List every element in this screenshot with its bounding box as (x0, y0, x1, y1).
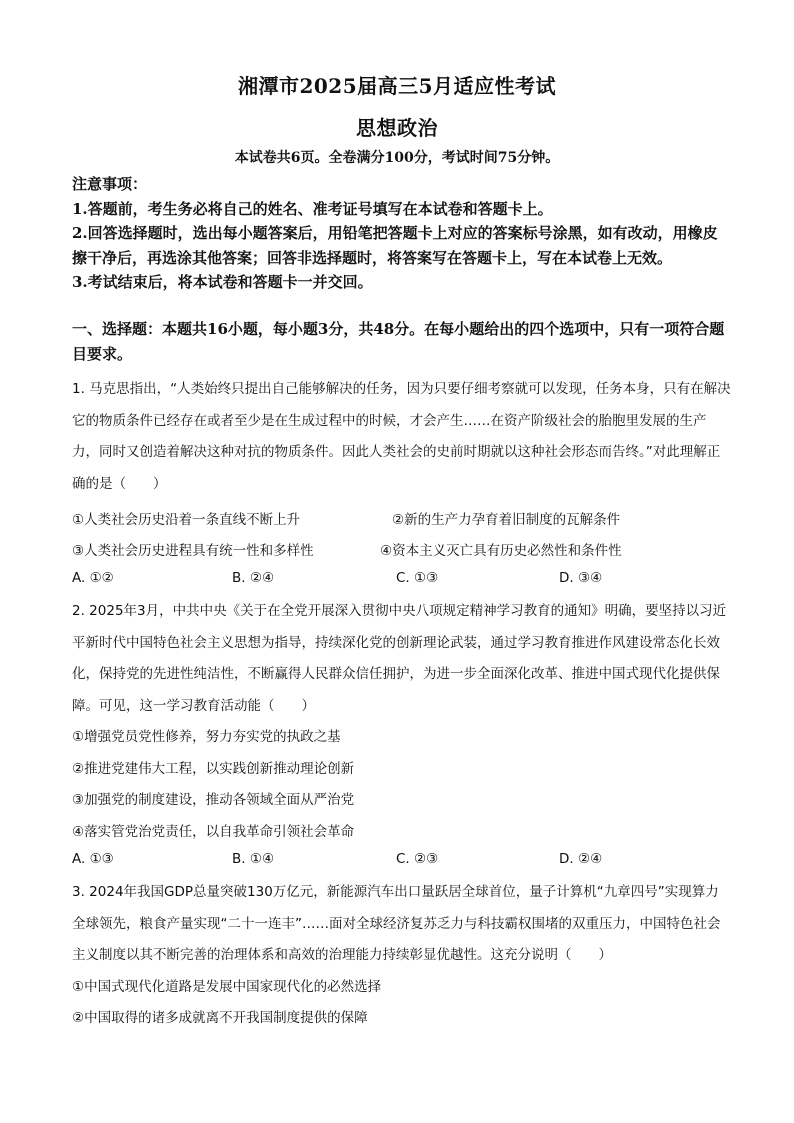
question-stem: 2. 2025年3月，中共中央《关于在全党开展深入贯彻中央八项规定精神学习教育的通知》明确，要坚持以习近平新时代中国特色社会主义思想为指导，持续深化党的创新理论武装，通过学习教育推进作风建设常态化长效化，保持党的先进性纯洁性，不断赢得人民群众信任拥护，为进一步全面深化改革、推进中国式现代化提供保障。可见，这一学习教育活动能（ ） (72, 603, 727, 714)
section-heading: 一、选择题：本题共16小题，每小题3分，共48分。在每小题给出的四个选项中，只有一项符合题目要求。 (72, 320, 725, 363)
question-item: ③加强党的制度建设，推动各领域全面从严治党 (72, 792, 355, 808)
question-item: ③人类社会历史进程具有统一性和多样性 (72, 543, 314, 559)
note-item: 2.回答选择题时，选出每小题答案后，用铅笔把答题卡上对应的答案标号涂黑，如有改动，用橡皮擦干净后，再选涂其他答案；回答非选择题时，将答案写在答题卡上，写在本试卷上无效。 (72, 224, 718, 267)
choice-c[interactable]: C. ②③ (396, 851, 439, 867)
choice-a[interactable]: A. ①③ (72, 851, 114, 867)
question-item: ④落实管党治党责任，以自我革命引领社会革命 (72, 823, 355, 840)
question-stem: 1. 马克思指出，“人类始终只提出自己能够解决的任务，因为只要仔细考察就可以发现，任务本身，只有在解决它的物质条件已经存在或者至少是在生成过程中的时候，才会产生……在资产阶级社会的胎胞里发展的生产力，同时又创造着解决这种对抗的物质条件。因此人类社会的史前时期就以这种社会形态而告终。”对此理解正确的是（ ） (72, 381, 731, 492)
question-item: ②推进党建伟大工程，以实践创新推动理论创新 (72, 760, 355, 777)
question-2 (72, 596, 732, 848)
question-stem: 3. 2024年我国GDP总量突破130万亿元，新能源汽车出口量跃居全球首位，量子计算机“九章四号”实现算力全球领先，粮食产量实现“二十一连丰”……面对全球经济复苏乏力与科技霸权围堵的双重压力，中国特色社会主义制度以其不断完善的治理体系和高效的治理能力持续彰显优越性。这充分说明（ ） (72, 884, 721, 963)
question-item: ①中国式现代化道路是发展中国家现代化的必然选择 (72, 978, 382, 995)
choice-c[interactable]: C. ①③ (396, 570, 439, 586)
notes-heading: 注意事项： (72, 175, 148, 193)
subject-title: 思想政治 (356, 116, 438, 140)
exam-title: 湘潭市2025届高三5月适应性考试 (237, 74, 557, 98)
question-3 (72, 877, 732, 1035)
note-item: 3.考试结束后，将本试卷和答题卡一并交回。 (72, 273, 373, 291)
question-item: ②中国取得的诸多成就离不开我国制度提供的保障 (72, 1010, 368, 1026)
answer-choices (72, 570, 732, 592)
question-item: ②新的生产力孕育着旧制度的瓦解条件 (392, 512, 621, 528)
answer-choices (72, 851, 732, 873)
question-1 (72, 374, 732, 500)
question-item: ④资本主义灭亡具有历史必然性和条件性 (380, 543, 622, 559)
choice-a[interactable]: A. ①② (72, 570, 114, 586)
question-item: ①人类社会历史沿着一条直线不断上升 (72, 512, 301, 528)
note-item: 1.答题前，考生务必将自己的姓名、准考证号填写在本试卷和答题卡上。 (72, 199, 553, 218)
question-item: ①增强党员党性修养，努力夯实党的执政之基 (72, 729, 341, 745)
choice-d[interactable]: D. ③④ (559, 570, 603, 586)
notes-block (72, 172, 732, 295)
choice-d[interactable]: D. ②④ (559, 851, 603, 867)
choice-b[interactable]: B. ①④ (232, 851, 275, 867)
choice-b[interactable]: B. ②④ (232, 570, 275, 586)
exam-info: 本试卷共6页。全卷满分100分，考试时间75分钟。 (234, 150, 560, 166)
